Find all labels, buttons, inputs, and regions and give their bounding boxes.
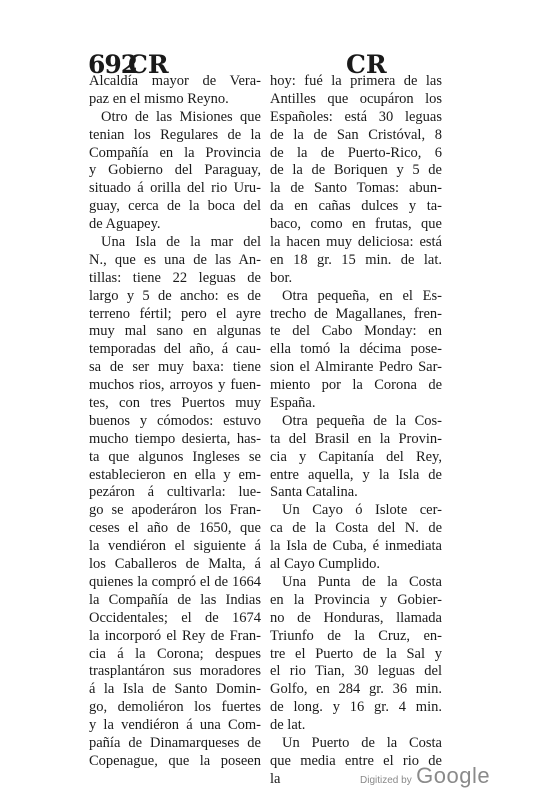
text-line: la vendiéron el siguiente á	[89, 538, 261, 555]
text-line: go se apoderáron los Fran-	[89, 502, 261, 519]
text-line: al Cayo Cumplido.	[270, 556, 380, 573]
watermark-brand: Google	[416, 763, 491, 788]
text-line: guay, cerca de la boca del	[89, 198, 261, 215]
text-line: Otra pequeña, en el Es-	[282, 287, 442, 304]
page-number: 692	[88, 50, 138, 79]
text-line: Copenague, que la poseen	[89, 752, 261, 769]
text-line: ta que algunos Ingleses se	[89, 448, 261, 465]
text-line: tre el Puerto de la Sal y	[270, 645, 442, 662]
text-line: N., que es una de las An-	[89, 251, 261, 268]
left-text-column	[89, 73, 261, 771]
text-line: terreno fértil; pero el ayre	[89, 305, 261, 322]
text-line: muchos rios, arroyos y fuen-	[89, 377, 261, 394]
text-line: en la Provincia y Gobier-	[270, 591, 442, 608]
text-line: Otro de las Misiones que	[101, 108, 261, 125]
text-line: no de Honduras, llamada	[270, 609, 442, 626]
text-line: muy mal sano en algunas	[89, 323, 261, 340]
text-line: la	[270, 770, 281, 787]
text-line: sa de ser muy baxa: tiene	[89, 359, 261, 376]
text-line: Triunfo de la Cruz, en-	[270, 627, 442, 644]
text-line: quienes la compró el de 1664	[89, 573, 261, 590]
text-line: ca de la Costa del N. de	[270, 520, 442, 537]
text-line: tenian los Regulares de la	[89, 126, 261, 143]
text-line: y Gobierno del Paraguay,	[89, 162, 261, 179]
text-line: de la de San Cristóval, 8	[270, 126, 442, 143]
text-line: cia á la Corona; despues	[89, 645, 261, 662]
text-line: sion el Almirante Pedro Sar-	[270, 359, 442, 376]
text-line: pezáron á cultivarla: lue-	[89, 484, 261, 501]
text-line: trecho de Magallanes, fren-	[270, 305, 442, 322]
text-line: y la vendiéron á una Com-	[89, 717, 261, 734]
text-line: temporadas del año, á cau-	[89, 341, 261, 358]
text-line: establecieron en ella y em-	[89, 466, 261, 483]
text-line: tes, con tres Puertos muy	[89, 395, 261, 412]
text-line: te del Cabo Monday: en	[270, 323, 442, 340]
running-head-right: CR	[346, 50, 387, 79]
text-line: ta del Brasil en la Provin-	[270, 430, 442, 447]
text-line: Un Puerto de la Costa	[282, 734, 442, 751]
text-line: cia y Capitanía del Rey,	[270, 448, 442, 465]
text-line: que media entre el rio de	[270, 752, 442, 769]
text-line: la Isla de Cuba, é inmediata	[270, 538, 442, 555]
text-line: Un Cayo ó Islote cer-	[282, 502, 442, 519]
text-line: buenos y cómodos: estuvo	[89, 412, 261, 429]
text-line: Occidentales; el de 1674	[89, 609, 261, 626]
text-line: situado á orilla del rio Uru-	[89, 180, 261, 197]
text-line: de Aguapey.	[89, 216, 161, 233]
text-line: miento por la Corona de	[270, 377, 442, 394]
text-line: Alcaldía mayor de Vera-	[89, 73, 261, 89]
text-line: la Compañía de las Indias	[89, 591, 261, 608]
text-line: de lat.	[270, 717, 306, 734]
text-line: ceses el año de 1650, que	[89, 520, 261, 537]
text-line: Santa Catalina.	[270, 484, 358, 501]
text-line: Una Punta de la Costa	[282, 573, 442, 590]
right-text-column	[270, 73, 442, 789]
text-line: en 18 gr. 15 min. de lat.	[270, 251, 442, 268]
text-line: Españoles: está 30 leguas	[270, 108, 442, 125]
text-line: la de Santo Tomas: abun-	[270, 180, 442, 197]
text-line: Golfo, en 284 gr. 36 min.	[270, 681, 442, 698]
running-head-left: CR	[128, 50, 169, 79]
text-line: los Caballeros de Malta, á	[89, 556, 261, 573]
text-line: largo y 5 de ancho: es de	[89, 287, 261, 304]
text-line: paz en el mismo Reyno.	[89, 90, 229, 107]
text-line: la hacen muy deliciosa: está	[270, 234, 442, 251]
digitized-watermark	[360, 763, 490, 789]
text-line: da en cañas dulces y ta-	[270, 198, 442, 215]
text-line: entre aquella, y la Isla de	[270, 466, 442, 483]
text-line: Otra pequeña de la Cos-	[282, 412, 442, 429]
text-line: el rio Tian, 30 leguas del	[270, 663, 442, 680]
text-line: tillas: tiene 22 leguas de	[89, 269, 261, 286]
watermark-prefix: Digitized by	[360, 775, 412, 786]
text-line: bor.	[270, 269, 293, 286]
text-line: go, demoliéron los fuertes	[89, 699, 261, 716]
text-line: ella tomó la décima pose-	[270, 341, 442, 358]
text-line: de la de Boriquen y 5 de	[270, 162, 442, 179]
text-line: pañía de Dinamarqueses de	[89, 734, 261, 751]
text-line: Antilles que ocupáron los	[270, 90, 442, 107]
text-line: Una Isla de la mar del	[101, 234, 261, 251]
text-line: España.	[270, 395, 316, 412]
text-line: hoy: fué la primera de las	[270, 73, 442, 89]
text-line: la incorporó el Rey de Fran-	[89, 627, 261, 644]
text-line: de la de Puerto-Rico, 6	[270, 144, 442, 161]
text-line: trasplantáron sus moradores	[89, 663, 261, 680]
text-line: baco, como en frutas, que	[270, 216, 442, 233]
text-line: mucho tiempo desierta, has-	[89, 430, 261, 447]
text-line: Compañía en la Provincia	[89, 144, 261, 161]
text-line: á la Isla de Santo Domin-	[89, 681, 261, 698]
text-line: de long. y 16 gr. 4 min.	[270, 699, 442, 716]
